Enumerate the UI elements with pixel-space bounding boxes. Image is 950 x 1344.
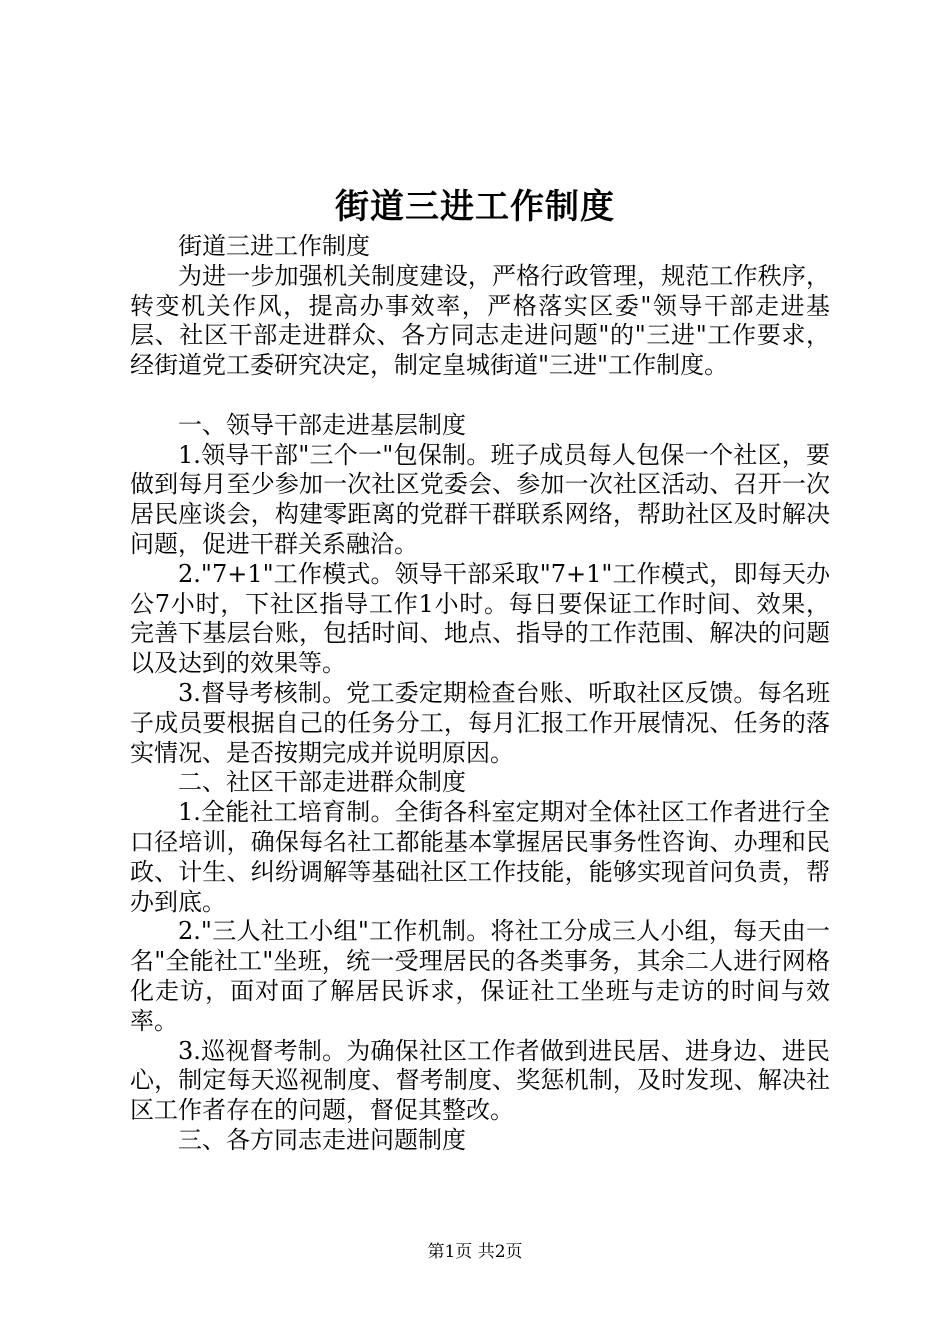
- page-footer: 第1页 共2页: [427, 1242, 523, 1262]
- body-paragraph-2-1: 1.全能社工培育制。全街各科室定期对全体社区工作者进行全口径培训，确保每名社工都能基本掌握居民事务性咨询、办理和民政、计生、纠纷调解等基础社区工作技能，能够实现首问负责，帮办到底。: [130, 798, 830, 916]
- section-heading-2: 二、社区干部走进群众制度: [178, 768, 466, 797]
- paragraph-spacer: [130, 381, 830, 411]
- body-paragraph-1-3: 3.督导考核制。党工委定期检查台账、听取社区反馈。每名班子成员要根据自己的任务分工，每月汇报工作开展情况、任务的落实情况、是否按期完成并说明原因。: [130, 678, 830, 767]
- body-paragraph-1-2: 2."7+1"工作模式。领导干部采取"7+1"工作模式，即每天办公7小时，下社区指导工作1小时。每日要保证工作时间、效果，完善下基层台账，包括时间、地点、指导的工作范围、解决的问题以及达到的效果等。: [130, 559, 830, 678]
- body-paragraph-subtitle: 街道三进工作制度: [178, 232, 370, 260]
- body-paragraph-2-3: 3.巡视督考制。为确保社区工作者做到进民居、进身边、进民心，制定每天巡视制度、督考制度、奖惩机制，及时发现、解决社区工作者存在的问题，督促其整改。: [130, 1036, 830, 1125]
- body-paragraph-intro: 为进一步加强机关制度建设，严格行政管理，规范工作秩序，转变机关作风，提高办事效率，严格落实区委"领导干部走进基层、社区干部走进群众、各方同志走进问题"的"三进"工作要求，经街道党工委研究决定，制定皇城街道"三进"工作制度。: [130, 261, 830, 380]
- document-body: [130, 232, 830, 1156]
- body-paragraph-1-1: 1.领导干部"三个一"包保制。班子成员每人包保一个社区，要做到每月至少参加一次社区党委会、参加一次社区活动、召开一次居民座谈会，构建零距离的党群干群联系网络，帮助社区及时解决问题，促进干群关系融洽。: [130, 440, 830, 558]
- section-heading-3: 三、各方同志走进问题制度: [178, 1125, 466, 1154]
- section-heading-1: 一、领导干部走进基层制度: [178, 410, 466, 439]
- document-title: 街道三进工作制度: [335, 187, 615, 227]
- body-paragraph-2-2: 2."三人社工小组"工作机制。将社工分成三人小组，每天由一名"全能社工"坐班，统一受理居民的各类事务，其余二人进行网格化走访，面对面了解居民诉求，保证社工坐班与走访的时间与效率。: [130, 917, 830, 1035]
